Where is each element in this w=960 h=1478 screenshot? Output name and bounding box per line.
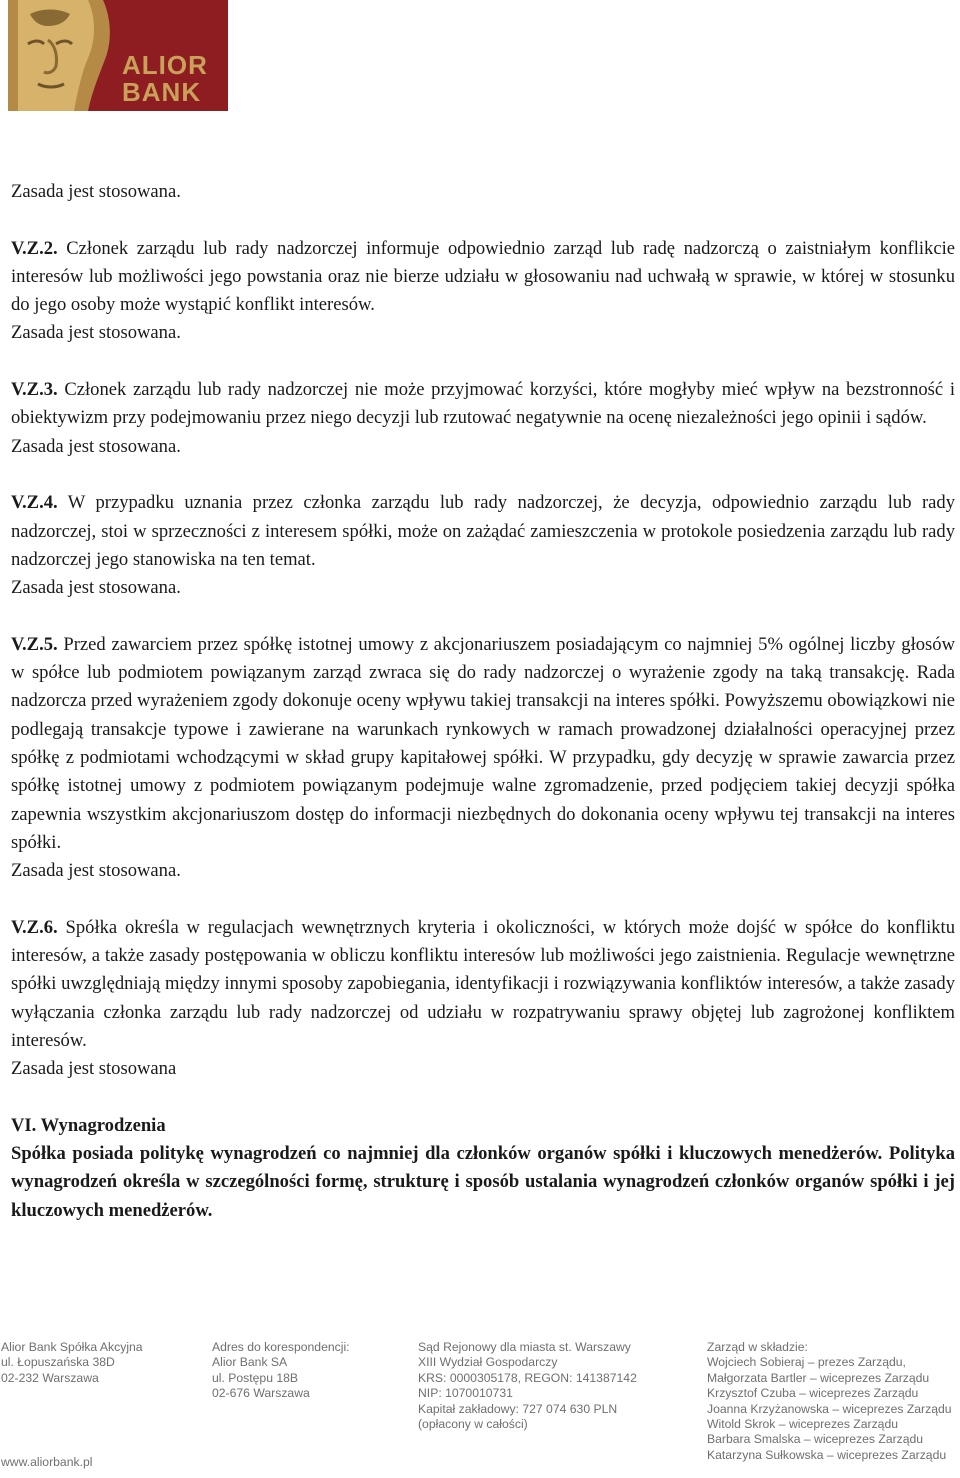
footer-line: Adres do korespondencji: bbox=[212, 1340, 350, 1354]
footer-correspondence bbox=[212, 1340, 350, 1402]
section-text: Spółka posiada politykę wynagrodzeń co najmniej dla członków organów spółki i kluczowych menedżerów. Polityka wynagrodzeń określa w szczególności formę, strukturę i sposób ustalania wynagrodzeń członków organów spółki i jej kluczowych menedżerów. bbox=[11, 1143, 955, 1221]
principle-text: Przed zawarciem przez spółkę istotnej umowy z akcjonariuszem posiadającym co najmniej 5% ogólnej liczby głosów w spółce lub podmiotem powiązanym zarząd zwraca się do rady nadzorczej o wyrażenie zgody na taką transakcję. Rada nadzorcza przed wyrażeniem zgody dokonuje oceny wpływu takiej transakcji na interes spółki. Powyższemu obowiązkowi nie podlegają transakcje typowe i zawierane na warunkach rynkowych w ramach prowadzonej działalności operacyjnej przez spółkę z podmiotami wchodzącymi w skład grupy kapitałowej spółki. W przypadku, gdy decyzję w sprawie zawarcia przez spółkę istotnej umowy z podmiotem powiązanym podejmuje walne zgromadzenie, przed podjęciem takiej decyzji spółka zapewnia wszystkim akcjonariuszom dostęp do informacji niezbędnych do dokonania oceny wpływu tej transakcji na interes spółki. bbox=[11, 633, 955, 853]
page-footer bbox=[0, 1340, 960, 1478]
footer-line: Alior Bank Spółka Akcyjna bbox=[1, 1340, 143, 1354]
document-body bbox=[11, 178, 955, 1225]
principle-v-z-2 bbox=[11, 235, 955, 320]
principle-v-z-5 bbox=[11, 631, 955, 857]
footer-line: 02-232 Warszawa bbox=[1, 1370, 99, 1385]
principle-status: Zasada jest stosowana. bbox=[11, 577, 181, 599]
principle-status: Zasada jest stosowana. bbox=[11, 181, 181, 202]
principle-text: Członek zarządu lub rady nadzorczej nie może przyjmować korzyści, które mogłyby mieć wpływ na bezstronność i obiektywizm przy podejmowaniu przez niego decyzji lub rzutować negatywnie na ocenę niezależności jego opinii i sądów. bbox=[11, 379, 955, 429]
principle-code: V.Z.6. bbox=[11, 916, 58, 938]
footer-line: ul. Postępu 18B bbox=[212, 1370, 299, 1385]
footer-company bbox=[1, 1340, 143, 1386]
principle-code: V.Z.3. bbox=[11, 379, 58, 401]
principle-status: Zasada jest stosowana. bbox=[11, 860, 181, 882]
alior-bank-logo bbox=[8, 0, 228, 111]
footer-line: Barbara Smalska – wiceprezes Zarządu bbox=[707, 1432, 924, 1447]
footer-line: (opłacony w całości) bbox=[418, 1417, 528, 1432]
footer-line: NIP: 1070010731 bbox=[418, 1386, 513, 1401]
principle-text: W przypadku uznania przez członka zarządu lub rady nadzorczej, że decyzja, odpowiednio zarządu lub rady nadzorczej, stoi w sprzeczności z interesem spółki, może on zażądać zamieszczenia w protokole posiedzenia zarządu lub rady nadzorczej jego stanowiska na ten temat. bbox=[11, 492, 955, 570]
logo-text-alior: ALIOR bbox=[122, 50, 208, 80]
footer-line: Sąd Rejonowy dla miasta st. Warszawy bbox=[418, 1340, 631, 1354]
footer-line: Joanna Krzyżanowska – wiceprezes Zarządu bbox=[707, 1401, 952, 1416]
principle-v-z-4 bbox=[11, 489, 955, 574]
section-title: VI. Wynagrodzenia bbox=[11, 1114, 166, 1136]
footer-line: Witold Skrok – wiceprezes Zarządu bbox=[707, 1417, 899, 1432]
footer-website-link[interactable]: www.aliorbank.pl bbox=[1, 1455, 93, 1469]
principle-v-z-6 bbox=[11, 914, 955, 1055]
principle-code: V.Z.5. bbox=[11, 633, 58, 655]
footer-line: Zarząd w składzie: bbox=[707, 1340, 808, 1354]
footer-line: ul. Łopuszańska 38D bbox=[1, 1355, 115, 1370]
principle-status: Zasada jest stosowana. bbox=[11, 322, 181, 344]
principle-text: Członek zarządu lub rady nadzorczej informuje odpowiednio zarząd lub radę nadzorczą o zaistniałym konflikcie interesów lub możliwości jego powstania oraz nie bierze udziału w głosowaniu nad uchwałą w sprawie, w której w stosunku do jego osoby może wystąpić konflikt interesów. bbox=[11, 237, 955, 316]
footer-line: Alior Bank SA bbox=[212, 1355, 288, 1370]
footer-management-board bbox=[707, 1340, 952, 1463]
footer-line: Kapitał zakładowy: 727 074 630 PLN bbox=[418, 1401, 618, 1416]
footer-line: Wojciech Sobieraj – prezes Zarządu, bbox=[707, 1355, 906, 1370]
principle-code: V.Z.4. bbox=[11, 492, 58, 514]
principle-text: Spółka określa w regulacjach wewnętrznych kryteria i okoliczności, w których może dojść w spółce do konfliktu interesów, a także zasady postępowania w obliczu konfliktu interesów lub możliwości jego zaistnienia. Regulacje wewnętrzne spółki uwzględniają między innymi sposoby zapobiegania, identyfikacji i rozwiązywania konfliktów interesów, a także zasady wyłączania członka zarządu lub rady nadzorczej od udziału w rozpatrywaniu sprawy objętej lub zagrożonej konfliktem interesów. bbox=[11, 916, 955, 1051]
footer-line: KRS: 0000305178, REGON: 141387142 bbox=[418, 1370, 637, 1385]
footer-line: Małgorzata Bartler – wiceprezes Zarządu bbox=[707, 1370, 930, 1385]
principle-status: Zasada jest stosowana. bbox=[11, 435, 181, 457]
footer-line: Krzysztof Czuba – wiceprezes Zarządu bbox=[707, 1386, 919, 1401]
footer-registry bbox=[418, 1340, 637, 1432]
logo-text-bank: BANK bbox=[122, 77, 202, 107]
principle-v-z-3 bbox=[11, 376, 955, 433]
principle-status: Zasada jest stosowana bbox=[11, 1058, 177, 1080]
footer-line: Katarzyna Sułkowska – wiceprezes Zarządu bbox=[707, 1447, 947, 1462]
footer-line: XIII Wydział Gospodarczy bbox=[418, 1355, 558, 1370]
footer-line: 02-676 Warszawa bbox=[212, 1386, 310, 1401]
principle-code: V.Z.2. bbox=[11, 237, 58, 259]
